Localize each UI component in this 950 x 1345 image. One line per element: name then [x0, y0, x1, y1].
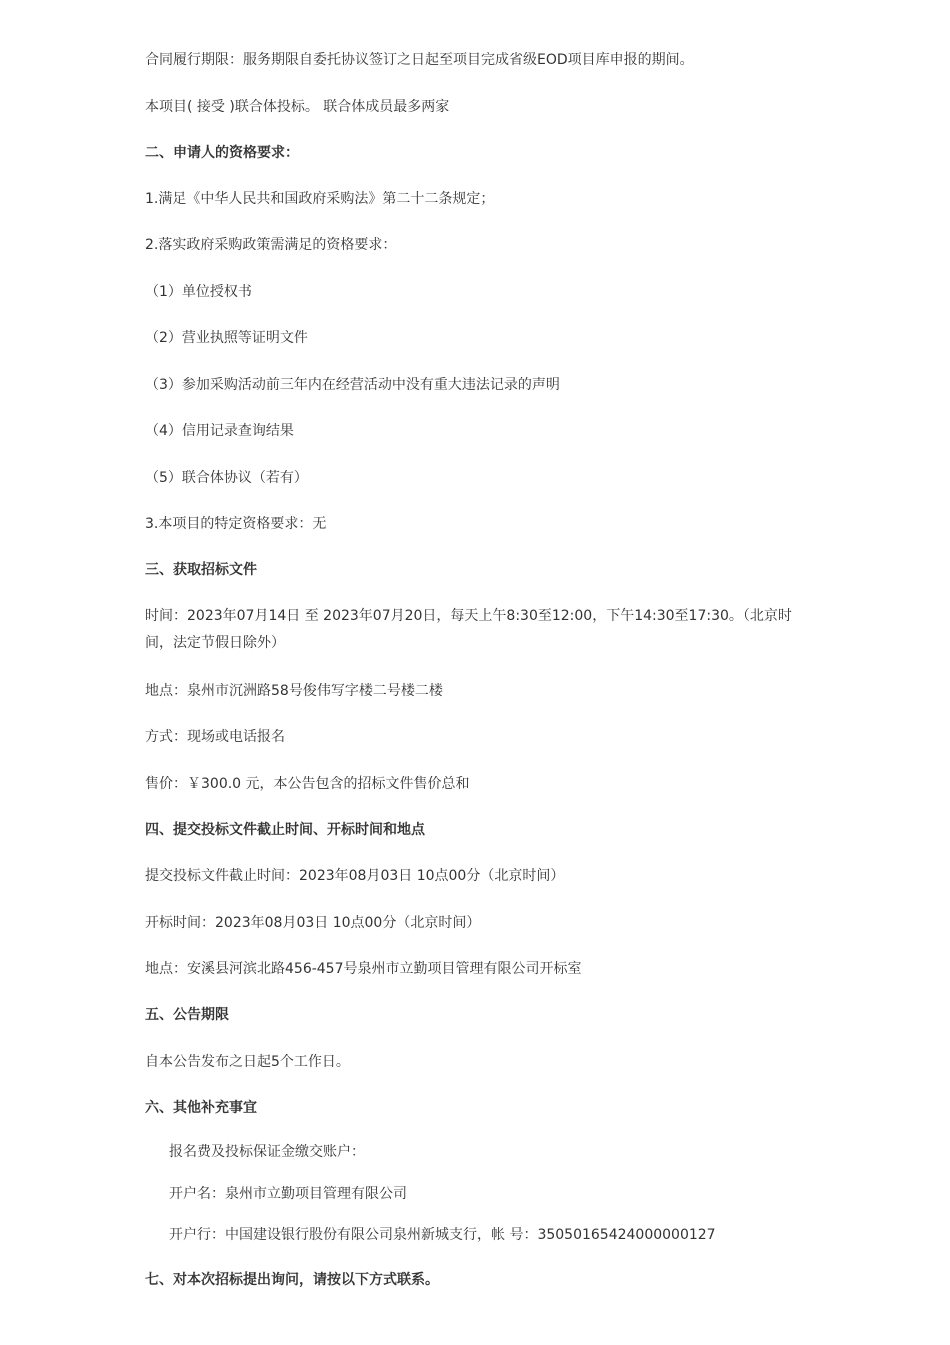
account-title: 报名费及投标保证金缴交账户：: [169, 1144, 365, 1160]
document-price: 售价：￥300.0 元，本公告包含的招标文件售价总和: [145, 776, 470, 792]
contract-period: 合同履行期限：服务期限自委托协议签订之日起至项目完成省级EOD项目库申报的期间。: [145, 52, 694, 68]
section-4-title: 四、提交投标文件截止时间、开标时间和地点: [145, 822, 425, 838]
requirement-1: 1.满足《中华人民共和国政府采购法》第二十二条规定；: [145, 191, 495, 207]
opening-location: 地点：安溪县河滨北路456-457号泉州市立勤项目管理有限公司开标室: [145, 961, 582, 977]
account-name: 开户名：泉州市立勤项目管理有限公司: [169, 1186, 407, 1202]
account-bank: 开户行：中国建设银行股份有限公司泉州新城支行，帐 号：35050165424000000127: [169, 1227, 716, 1243]
requirement-2-item: （2）营业执照等证明文件: [145, 330, 308, 346]
section-3-title: 三、获取招标文件: [145, 562, 257, 578]
requirement-2-item: （1）单位授权书: [145, 284, 252, 300]
obtain-location: 地点：泉州市沉洲路58号俊伟写字楼二号楼二楼: [145, 683, 443, 699]
opening-time: 开标时间：2023年08月03日 10点00分（北京时间）: [145, 915, 481, 931]
section-5-title: 五、公告期限: [145, 1007, 229, 1023]
requirement-2-item: （3）参加采购活动前三年内在经营活动中没有重大违法记录的声明: [145, 377, 560, 393]
obtain-time: 时间：2023年07月14日 至 2023年07月20日，每天上午8:30至12:00，下午14:30至17:30。（北京时间，法定节假日除外）: [145, 608, 792, 651]
requirement-2-item: （5）联合体协议（若有）: [145, 470, 308, 486]
obtain-method: 方式：现场或电话报名: [145, 729, 285, 745]
requirement-2-item: （4）信用记录查询结果: [145, 423, 294, 439]
consortium-note: 本项目( 接受 )联合体投标。 联合体成员最多两家: [145, 99, 450, 115]
section-7-title: 七、对本次招标提出询问，请按以下方式联系。: [145, 1272, 439, 1288]
section-6-title: 六、其他补充事宜: [145, 1100, 257, 1116]
submission-deadline: 提交投标文件截止时间：2023年08月03日 10点00分（北京时间）: [145, 868, 565, 884]
section-2-title: 二、申请人的资格要求：: [145, 145, 299, 161]
requirement-2: 2.落实政府采购政策需满足的资格要求：: [145, 237, 397, 253]
announcement-period: 自本公告发布之日起5个工作日。: [145, 1054, 350, 1070]
requirement-3: 3.本项目的特定资格要求：无: [145, 516, 327, 532]
